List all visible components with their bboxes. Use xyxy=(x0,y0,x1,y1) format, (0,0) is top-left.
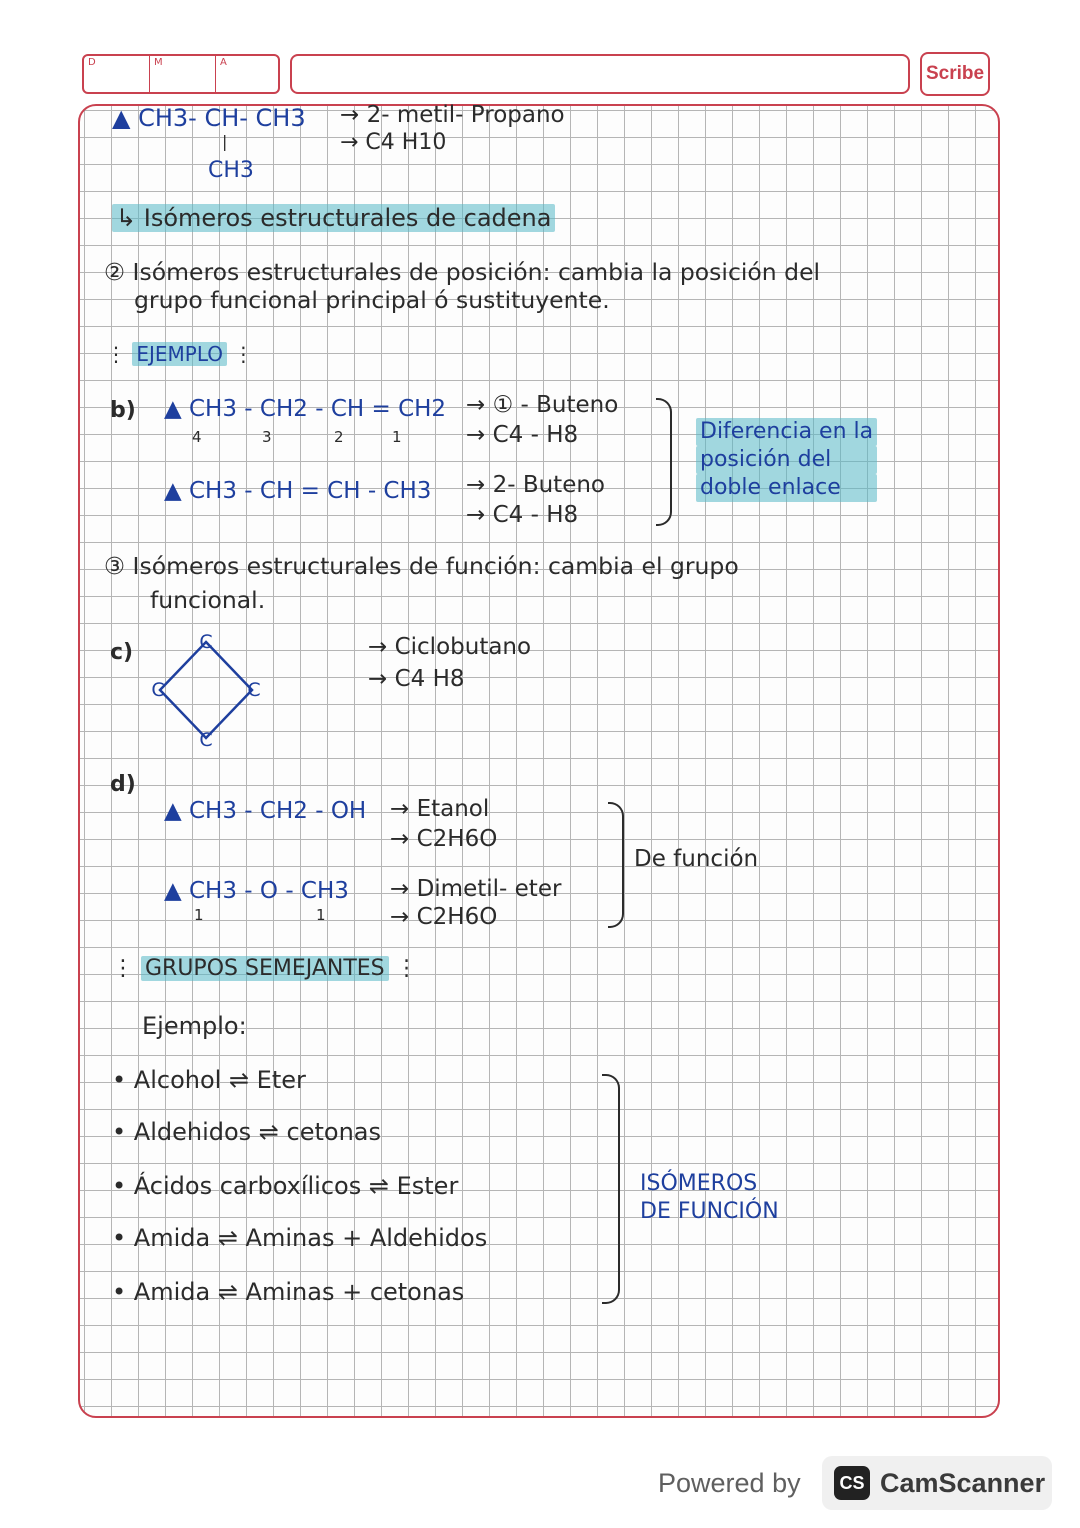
cyclobutane-ring xyxy=(160,642,252,738)
example-b-label: b) xyxy=(110,398,136,423)
name-1-butene: → ① - Buteno xyxy=(466,392,619,418)
brace-groups xyxy=(602,1074,620,1304)
carbon-number-3: 3 xyxy=(262,428,272,446)
note-double-bond xyxy=(696,418,877,502)
ejemplo-2: Ejemplo: xyxy=(142,1012,247,1040)
note-isomeros-de-funcion xyxy=(640,1170,779,1226)
formula-c4h8-a: → C4 - H8 xyxy=(466,422,579,448)
position-isomers-heading-2: grupo funcional principal ó sustituyente. xyxy=(134,286,610,314)
formula-2-butene: ▲ CH3 - CH = CH - CH3 xyxy=(164,478,432,504)
formula-c4h8-b: → C4 - H8 xyxy=(466,502,579,528)
cyclobutane-structure xyxy=(148,628,266,754)
date-cell-month xyxy=(150,56,216,92)
formula-c4h10: → C4 H10 xyxy=(340,130,447,155)
branch-methyl: CH3 xyxy=(208,158,254,183)
group-item-3: • Ácidos carboxílicos ⇌ Ester xyxy=(112,1172,459,1200)
ether-carbon-number-a: 1 xyxy=(194,906,204,924)
note-line-2: posición del xyxy=(696,446,877,474)
formula-c2h6o-b: → C2H6O xyxy=(390,904,498,930)
brace-d xyxy=(608,802,624,928)
formula-ethanol: ▲ CH3 - CH2 - OH xyxy=(164,798,367,824)
groups-heading-text: GRUPOS SEMEJANTES xyxy=(141,956,389,981)
group-item-5: • Amida ⇌ Aminas + cetonas xyxy=(112,1278,465,1306)
formula-c4h8-c: → C4 H8 xyxy=(368,666,465,692)
name-methylpropane: → 2- metil- Propano xyxy=(340,102,565,128)
note-isomeros-line-2: DE FUNCIÓN xyxy=(640,1199,779,1224)
note-isomeros-line-1: ISÓMEROS xyxy=(640,1171,758,1196)
branch-bond: | xyxy=(222,132,228,151)
date-label-day: D xyxy=(88,57,96,68)
date-cell-year xyxy=(216,56,278,92)
name-2-butene: → 2- Buteno xyxy=(466,472,605,498)
camscanner-name: CamScanner xyxy=(880,1468,1046,1498)
position-isomers-heading: ② Isómeros estructurales de posición: cambia la posición del xyxy=(104,258,821,286)
name-ethanol: → Etanol xyxy=(390,796,490,822)
note-de-funcion: De función xyxy=(634,846,759,872)
ring-carbon-top: C xyxy=(199,631,213,653)
group-item-4: • Amida ⇌ Aminas + Aldehidos xyxy=(112,1224,488,1252)
brace-b xyxy=(656,398,672,526)
ring-carbon-left: C xyxy=(151,679,165,701)
function-isomers-heading: ③ Isómeros estructurales de función: cambia el grupo xyxy=(104,552,739,580)
ejemplo-text: EJEMPLO xyxy=(132,342,227,366)
title-box xyxy=(290,54,910,94)
ejemplo-label: ⋮ EJEMPLO ⋮ xyxy=(106,342,254,366)
chain-isomers-text: ↳ Isómeros estructurales de cadena xyxy=(112,204,555,232)
chain-isomers-heading xyxy=(112,204,555,232)
formula-c2h6o-a: → C2H6O xyxy=(390,826,498,852)
formula-methylpropane: ▲ CH3- CH- CH3 xyxy=(112,104,306,132)
note-line-1: Diferencia en la xyxy=(696,418,877,446)
carbon-number-4: 4 xyxy=(192,428,202,446)
scribe-logo: Scribe xyxy=(920,52,990,96)
carbon-number-1: 1 xyxy=(392,428,402,446)
name-dimethyl-ether: → Dimetil- eter xyxy=(390,876,562,902)
group-item-1: • Alcohol ⇌ Eter xyxy=(112,1066,306,1094)
carbon-number-2: 2 xyxy=(334,428,344,446)
ether-carbon-number-b: 1 xyxy=(316,906,326,924)
example-d-label: d) xyxy=(110,772,136,797)
date-cell-day xyxy=(84,56,150,92)
note-line-3: doble enlace xyxy=(696,474,877,502)
powered-by-text: Powered by xyxy=(658,1468,801,1498)
groups-heading: ⋮ GRUPOS SEMEJANTES ⋮ xyxy=(112,956,418,981)
function-isomers-heading-2: funcional. xyxy=(150,586,266,614)
date-box xyxy=(82,54,280,94)
example-c-label: c) xyxy=(110,640,134,665)
date-label-year: A xyxy=(220,57,227,68)
ring-carbon-bottom: C xyxy=(199,729,213,751)
formula-dimethyl-ether: ▲ CH3 - O - CH3 xyxy=(164,878,349,904)
ring-carbon-right: C xyxy=(247,679,261,701)
camscanner-logo-icon: CS xyxy=(834,1466,870,1500)
name-cyclobutane: → Ciclobutano xyxy=(368,634,532,660)
formula-1-butene: ▲ CH3 - CH2 - CH = CH2 xyxy=(164,396,447,422)
date-label-month: M xyxy=(154,57,163,68)
group-item-2: • Aldehidos ⇌ cetonas xyxy=(112,1118,382,1146)
